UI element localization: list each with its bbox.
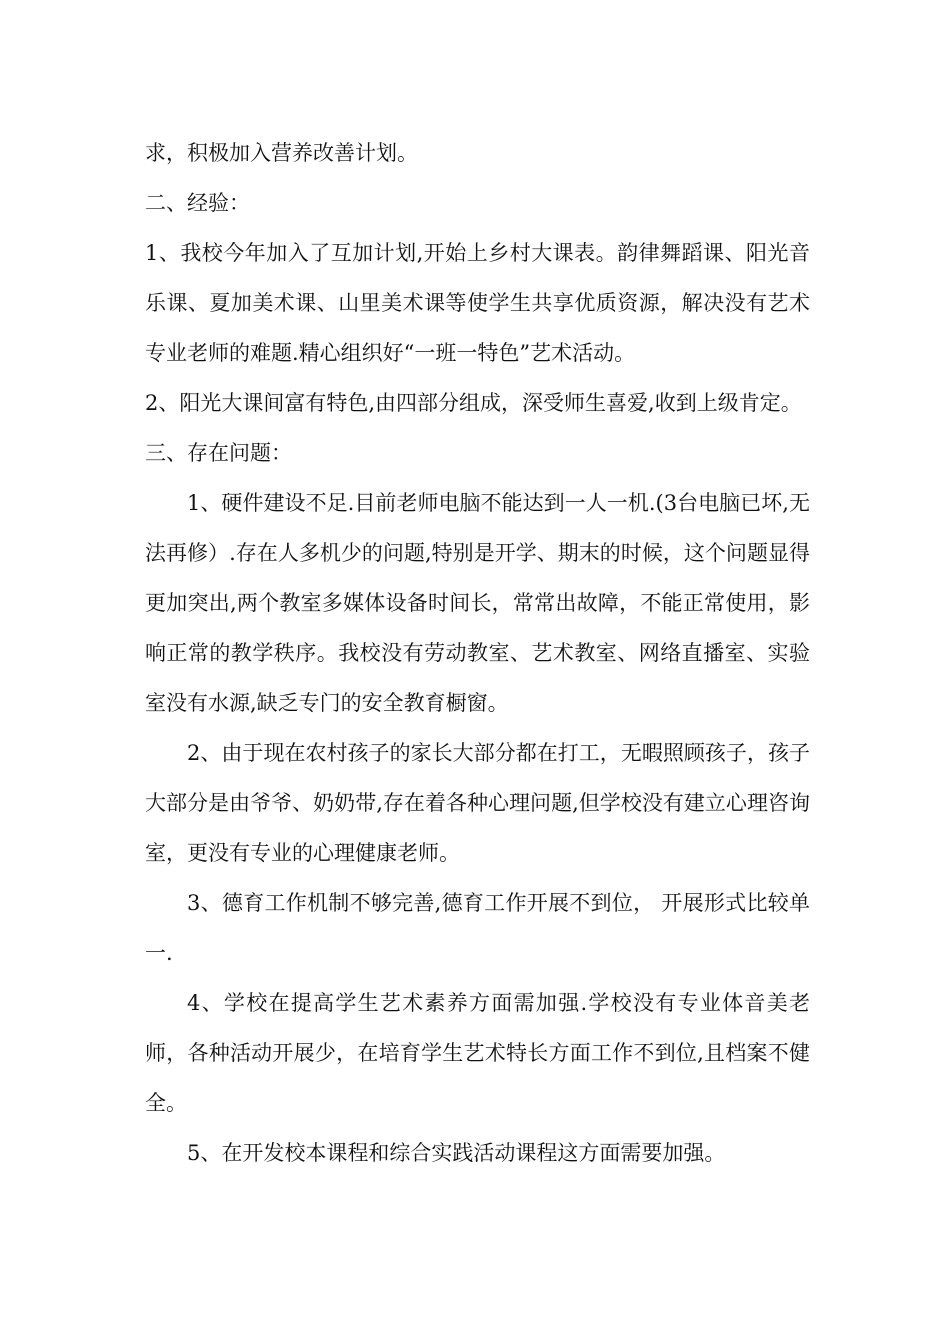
paragraph-problem-1: 1、硬件建设不足.目前老师电脑不能达到一人一机.(3台电脑已坏,无法再修）.存在人多机少的问题,特别是开学、期末的时候，这个问题显得更加突出,两个教室多媒体设备时间长，常常出故障，不能正常使用，影响正常的教学秩序。我校没有劳动教室、艺术教室、网络直播室、实验室没有水源,缺乏专门的安全教育橱窗。 <box>145 491 810 715</box>
section-heading-problems: 三、存在问题： <box>145 441 292 465</box>
document-body <box>145 128 810 1178</box>
paragraph-experience-1: 1、我校今年加入了互加计划,开始上乡村大课表。韵律舞蹈课、阳光音乐课、夏加美术课、山里美术课等使学生共享优质资源，解决没有艺术专业老师的难题.精心组织好“一班一特色”艺术活动。 <box>145 241 810 365</box>
paragraph-problem-4: 4、学校在提高学生艺术素养方面需加强.学校没有专业体音美老师，各种活动开展少，在培育学生艺术特长方面工作不到位,且档案不健全。 <box>145 991 810 1115</box>
section-heading-experience: 二、经验： <box>145 191 250 215</box>
paragraph-problem-5: 5、在开发校本课程和综合实践活动课程这方面需要加强。 <box>187 1141 726 1165</box>
paragraph-experience-2: 2、阳光大课间富有特色,由四部分组成，深受师生喜爱,收到上级肯定。 <box>145 391 802 415</box>
paragraph-problem-3: 3、德育工作机制不够完善,德育工作开展不到位， 开展形式比较单一. <box>145 891 810 965</box>
paragraph-intro-tail: 求，积极加入营养改善计划。 <box>145 141 418 165</box>
paragraph-problem-2: 2、由于现在农村孩子的家长大部分都在打工，无暇照顾孩子，孩子大部分是由爷爷、奶奶带,存在着各种心理问题,但学校没有建立心理咨询室，更没有专业的心理健康老师。 <box>145 741 810 865</box>
